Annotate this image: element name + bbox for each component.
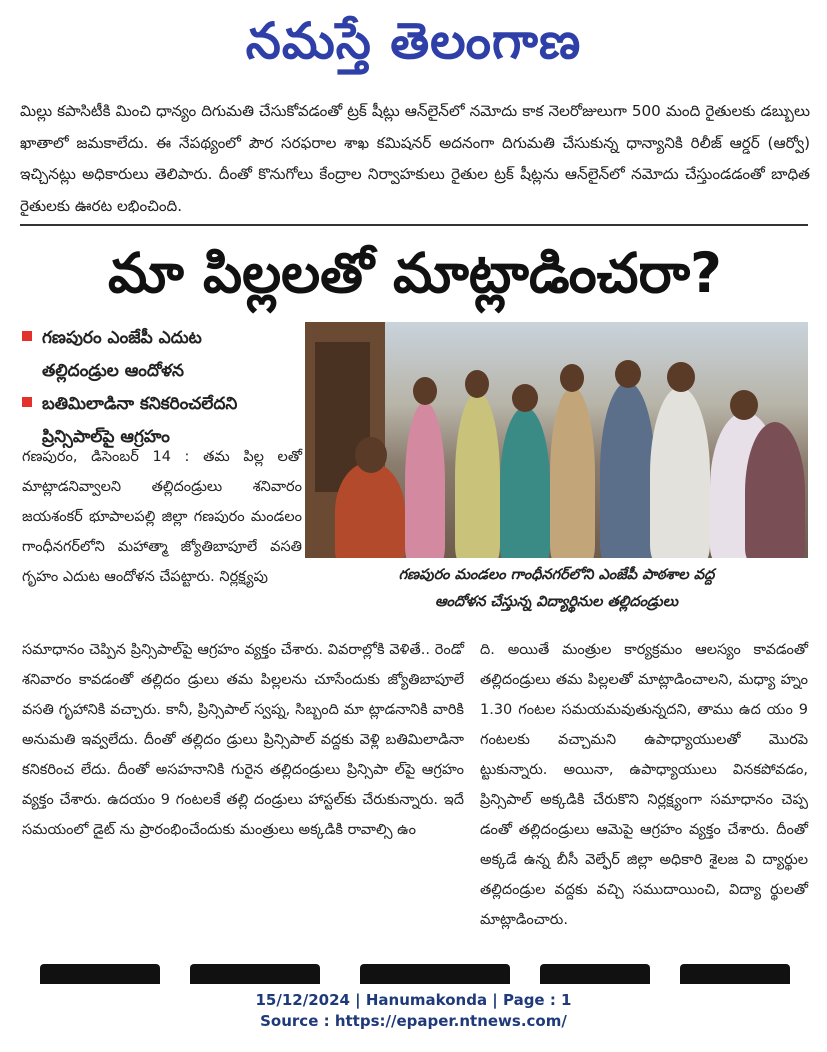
highlight-2-line1: బతిమిలాడినా కనికరించలేదని [22,388,302,421]
article-body-left-upper: గణపురం, డిసెంబర్ 14 : తమ పిల్ల లతో మాట్లాడనివ్వాలని తల్లిదండ్రులు శనివారం జయశంకర్ భూపాలపల్లి జిల్లా గణపురం మండలం గాంధీనగర్‌లోని మహాత్మా జ్యోతిబాపూలే వసతి గృహం ఎదుట ఆందోళన చేపట్టారు. నిర్లక్ష్యపు [22,449,302,585]
photo-head [560,364,584,392]
highlight-1-line1: గణపురం ఎంజేపీ ఎదుట [22,322,302,355]
photo-head [465,370,489,398]
bullet-square-icon [22,397,32,407]
top-article-text: మిల్లు కపాసిటీకి మించి ధాన్యం దిగుమతి చేసుకోవడంతో ట్రక్ షీట్లు ఆన్‌లైన్‌లో నమోదు కాక నెలరోజులుగా 500 మంది రైతులకు డబ్బులు ఖాతాలో జమకాలేదు. ఈ నేపథ్యంలో పౌర సరఫరాల శాఖ కమిషనర్ అదనంగా దిగుమతి చేసుకున్న ధాన్యానికి రిలీజ్ ఆర్డర్ (ఆర్వో) ఇచ్చినట్లు అధికారులు తెలిపారు. దీంతో కొనుగోలు కేంద్రాల నిర్వాహకులు రైతుల ట్రక్ షీట్లను ఆన్‌లైన్‌లో నమోదు చేస్తుండడంతో బాధిత రైతులకు ఊరట లభించింది. [20,102,810,215]
photo-caption-line1: గణపురం మండలం గాంధీనగర్‌లోని ఎంజేపీ పాఠశాల వద్ద [398,567,715,583]
cutoff-text-fragment [680,964,790,984]
photo-person [405,402,445,558]
highlight-2-line2: ప్రిన్సిపాల్‌పై ఆగ్రహం [42,427,170,447]
cutoff-text-fragment [40,964,160,984]
article-highlights [22,322,302,454]
article-body-right: ది. అయితే మంత్రుల కార్యక్రమం ఆలస్యం కావడంతో తల్లిదండ్రులు తమ పిల్లలతో మాట్లాడించాలని, మధ్యా హ్నం 1.30 గంటల సమయమవుతున్నదని, తాము ఉద యం 9 గంటలకు వచ్చామని ఉపాధ్యాయులతో మొరపె ట్టుకున్నారు. అయినా, ఉపాధ్యాయులు వినకపోవడం, ప్రిన్సిపాల్ అక్కడికి చేరుకొని నిర్లక్ష్యంగా సమాధానం చెప్ప డంతో తల్లిదండ్రులు ఆమెపై ఆగ్రహం వ్యక్తం చేశారు. దీంతో అక్కడే ఉన్న బీసీ వెల్ఫేర్ జిల్లా అధికారి శైలజ వి ద్యార్థుల తల్లిదండ్రుల వద్దకు వచ్చి సముదాయించి, విద్యా ర్థులతో మాట్లాడించారు. [480,642,808,928]
photo-head [730,390,758,420]
cutoff-text-fragment [190,964,320,984]
photo-caption-line2: ఆందోళన చేస్తున్న విద్యార్థినుల తల్లిదండ్రులు [434,594,678,610]
photo-person [500,407,550,558]
highlight-1-line2: తల్లిదండ్రుల ఆందోళన [42,361,184,381]
photo-person [335,462,405,558]
photo-person [745,422,805,558]
photo-person [600,382,655,558]
cutoff-text-fragment [360,964,510,984]
photo-head [355,437,387,473]
masthead-title: నమస్తే తెలంగాణ [245,12,582,70]
next-headline-cutoff [30,958,800,984]
article-photo [305,322,808,558]
photo-person [455,392,500,558]
bullet-square-icon [22,331,32,341]
photo-head [615,360,641,388]
article-body-left-lower: సమాధానం చెప్పిన ప్రిన్సిపాల్‌పై ఆగ్రహం వ్యక్తం చేశారు. వివరాల్లోకి వెళితే.. రెండో శనివారం కావడంతో తల్లిదం డ్రులు తమ పిల్లలను చూసేందుకు జ్యోతిబాపూలే వసతి గృహానికి వచ్చారు. కానీ, ప్రిన్సిపాల్ స్వప్న, సిబ్బంది మా ట్లాడనానికి వారికి అనుమతి ఇవ్వలేదు. దీంతో తల్లిదం డ్రులు ప్రిన్సిపాల్ వద్దకు వెళ్లి బతిమిలాడినా కనికరించ లేదు. దీంతో అసహనానికి గురైన తల్లిదండ్రులు ప్రిన్సిపా ల్‌పై ఆగ్రహం వ్యక్తం చేశారు. ఉదయం 9 గంటలకే తల్లి దండ్రులు హాస్టల్‌కు చేరుకున్నారు. ఇదే సమయంలో డైట్ ను ప్రారంభించేందుకు మంత్రులు అక్కడికి రావాల్సి ఉం [22,642,464,838]
photo-person [650,387,710,558]
photo-head [413,377,437,405]
epaper-footer [0,990,827,1032]
photo-head [667,362,695,392]
photo-person [550,387,595,558]
section-divider [20,224,808,226]
footer-source: Source : https://epaper.ntnews.com/ [260,1012,567,1030]
photo-caption [305,562,808,616]
footer-date-edition: 15/12/2024 | Hanumakonda | Page : 1 [255,991,572,1009]
photo-head [512,384,538,412]
article-headline: మా పిల్లలతో మాట్లాడించరా? [108,241,722,305]
cutoff-text-fragment [540,964,650,984]
